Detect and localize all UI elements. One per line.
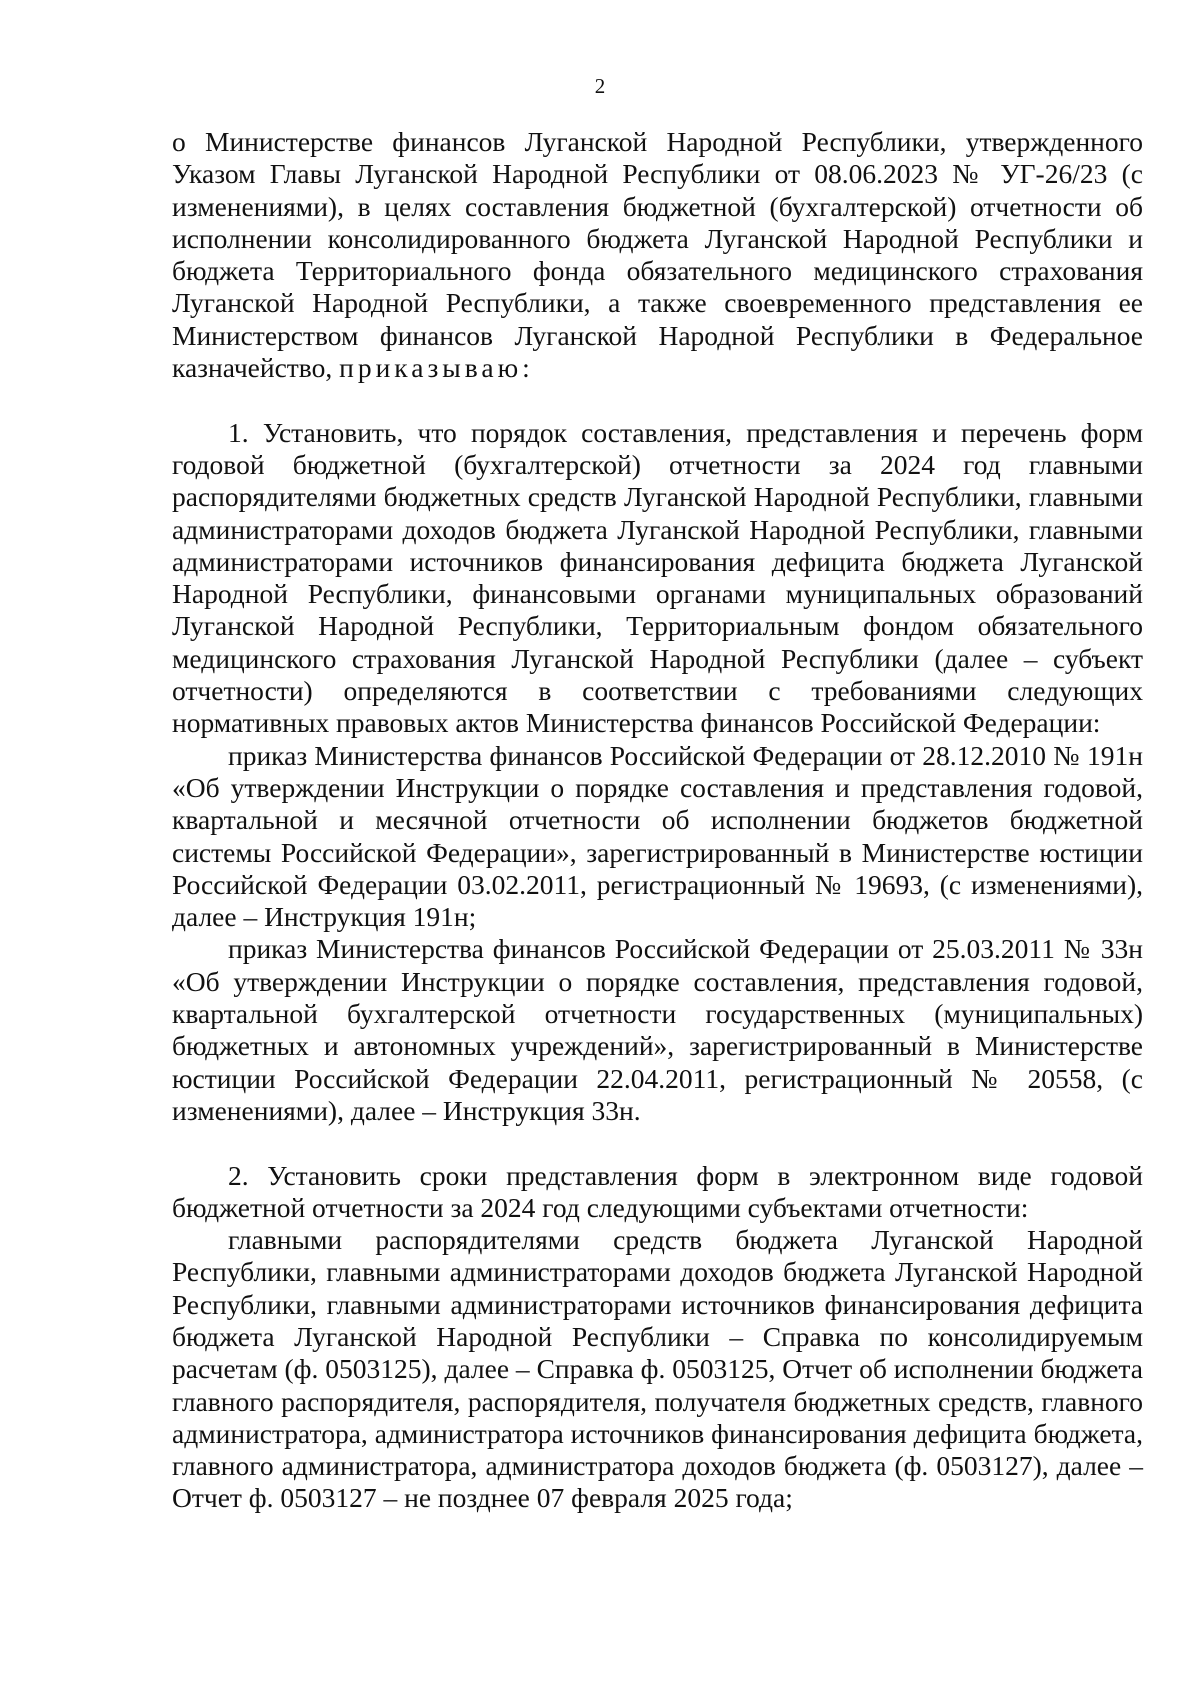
item-2: 2. Установить сроки представления форм в электронном виде годовой бюджетной отчетности за 2024 год следующими субъектами отчетности: — [172, 1159, 1143, 1223]
item-2-subitem-1: главными распорядителями средств бюджета Луганской Народной Республики, главными администраторами доходов бюджета Луганской Народной Республики, главными администраторами источников финансирования дефицита бюджета Луганской Народной Республики – Справка по консолидируемым расчетам (ф. 0503125), далее – Справка ф. 0503125, Отчет об исполнении бюджета главного распорядителя, распорядителя, получателя бюджетных средств, главного администратора, администратора источников финансирования дефицита бюджета, главного администратора, администратора доходов бюджета (ф. 0503127), далее – Отчет ф. 0503127 – не позднее 07 февраля 2025 года; — [172, 1224, 1143, 1514]
order-word: приказываю — [339, 352, 523, 384]
intro-paragraph — [172, 126, 1143, 384]
document-body — [172, 126, 1143, 1515]
item-1: 1. Установить, что порядок составления, представления и перечень форм годовой бюджетной (бухгалтерской) отчетности за 2024 год главными распорядителями бюджетных средств Луганской Народной Республики, главными администраторами доходов бюджета Луганской Народной Республики, главными администраторами источников финансирования дефицита бюджета Луганской Народной Республики, финансовыми органами муниципальных образований Луганской Народной Республики, Территориальным фондом обязательного медицинского страхования Луганской Народной Республики (далее – субъект отчетности) определяются в соответствии с требованиями следующих нормативных правовых актов Министерства финансов Российской Федерации: — [172, 416, 1143, 739]
intro-ending: : — [522, 352, 530, 384]
intro-text: о Министерстве финансов Луганской Народной Республики, утвержденного Указом Главы Луганской Народной Республики от 08.06.2023 № УГ-26/23 (с изменениями), в целях составления бюджетной (бухгалтерской) отчетности об исполнении консолидированного бюджета Луганской Народной Республики и бюджета Территориального фонда обязательного медицинского страхования Луганской Народной Республики, а также своевременного представления ее Министерством финансов Луганской Народной Республики в Федеральное казначейство, — [172, 126, 1143, 384]
item-1-subitem-1: приказ Министерства финансов Российской Федерации от 28.12.2010 № 191н «Об утверждении Инструкции о порядке составления и представления годовой, квартальной и месячной отчетности об исполнении бюджетов бюджетной системы Российской Федерации», зарегистрированный в Министерстве юстиции Российской Федерации 03.02.2011, регистрационный № 19693, (с изменениями), далее – Инструкция 191н; — [172, 739, 1143, 933]
page-number: 2 — [594, 74, 606, 98]
item-1-subitem-2: приказ Министерства финансов Российской Федерации от 25.03.2011 № 33н «Об утверждении Инструкции о порядке составления, представления годовой, квартальной бухгалтерской отчетности государственных (муниципальных) бюджетных и автономных учреждений», зарегистрированный в Министерстве юстиции Российской Федерации 22.04.2011, регистрационный № 20558, (с изменениями), далее – Инструкция 33н. — [172, 933, 1143, 1126]
